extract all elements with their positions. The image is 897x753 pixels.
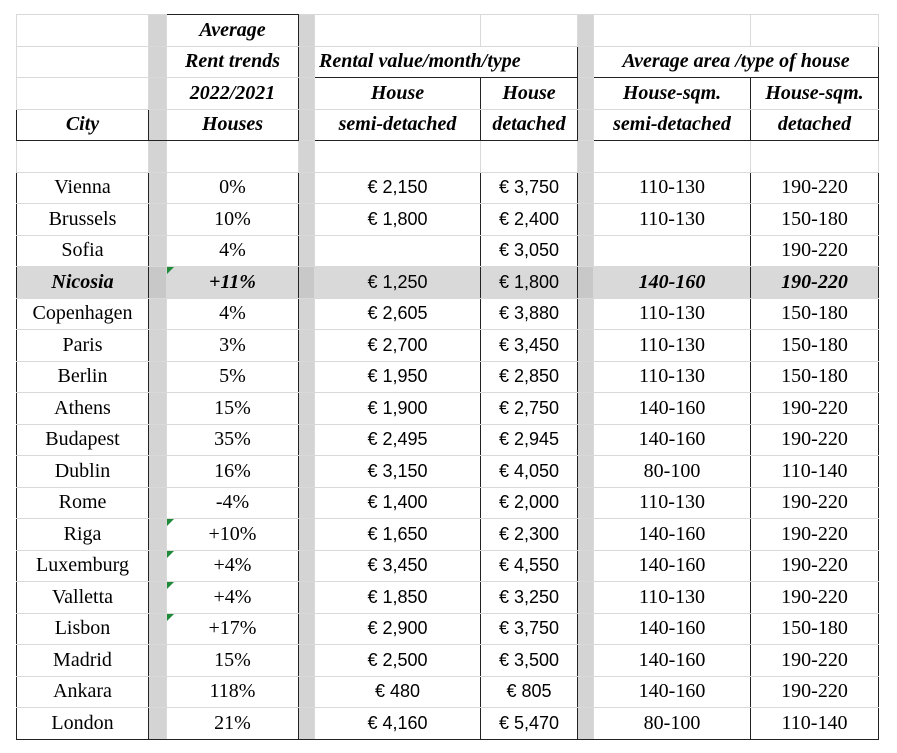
separator-column — [299, 204, 315, 236]
separator-column — [299, 645, 315, 677]
cell-area-semi-detached[interactable]: 110-130 — [594, 330, 751, 362]
cell-area-semi-detached[interactable]: 80-100 — [594, 708, 751, 740]
cell[interactable] — [315, 141, 481, 173]
cell-area-semi-detached[interactable]: 110-130 — [594, 582, 751, 614]
cell-rent-trend[interactable]: +17% — [167, 613, 299, 645]
separator-column — [299, 676, 315, 708]
separator-column — [149, 456, 167, 488]
separator-column — [578, 15, 594, 47]
separator-column — [149, 172, 167, 204]
separator-column — [299, 235, 315, 267]
cell-rent-trend[interactable]: 5% — [167, 361, 299, 393]
table-row — [17, 267, 879, 299]
separator-column — [299, 708, 315, 740]
separator-column — [578, 204, 594, 236]
separator-column — [149, 204, 167, 236]
separator-column — [578, 519, 594, 551]
cell-rent-detached[interactable]: € 5,470 — [481, 708, 578, 740]
cell-rent-semi-detached[interactable]: € 2,150 — [315, 172, 481, 204]
cell-area-detached[interactable]: 190-220 — [751, 393, 879, 425]
cell-rent-trend[interactable]: 0% — [167, 172, 299, 204]
cell-area-semi-detached[interactable]: 80-100 — [594, 456, 751, 488]
cell-area-semi-detached[interactable]: 140-160 — [594, 550, 751, 582]
separator-column — [578, 330, 594, 362]
cell-rent-trend[interactable]: +11% — [167, 267, 299, 299]
house-semi-header[interactable]: House — [315, 78, 481, 110]
separator-column — [149, 582, 167, 614]
cell-rent-detached[interactable]: € 2,000 — [481, 487, 578, 519]
cell-area-detached[interactable]: 110-140 — [751, 708, 879, 740]
average-area-header[interactable]: Average area /type of house — [594, 46, 879, 78]
houses-header[interactable]: Houses — [167, 109, 299, 141]
table-row — [17, 582, 879, 614]
cell-city[interactable]: Nicosia — [17, 267, 149, 299]
cell[interactable] — [315, 15, 481, 47]
separator-column — [578, 613, 594, 645]
cell-area-semi-detached[interactable] — [594, 235, 751, 267]
separator-column — [149, 141, 167, 173]
separator-column — [578, 267, 594, 299]
cell-area-detached[interactable]: 190-220 — [751, 550, 879, 582]
cell-rent-detached[interactable]: € 3,750 — [481, 172, 578, 204]
separator-column — [578, 235, 594, 267]
cell-area-semi-detached[interactable]: 140-160 — [594, 613, 751, 645]
cell-rent-detached[interactable]: € 3,450 — [481, 330, 578, 362]
cell-rent-trend[interactable]: 4% — [167, 235, 299, 267]
cell-area-semi-detached[interactable]: 140-160 — [594, 676, 751, 708]
cell-rent-trend[interactable]: 4% — [167, 298, 299, 330]
cell-area-semi-detached[interactable]: 140-160 — [594, 267, 751, 299]
cell-rent-detached[interactable]: € 2,750 — [481, 393, 578, 425]
cell-area-detached[interactable]: 150-180 — [751, 613, 879, 645]
cell-rent-semi-detached[interactable]: € 4,160 — [315, 708, 481, 740]
separator-column — [578, 109, 594, 141]
cell-rent-semi-detached[interactable]: € 1,650 — [315, 519, 481, 551]
cell-rent-semi-detached[interactable] — [315, 235, 481, 267]
years-header[interactable]: 2022/2021 — [167, 78, 299, 110]
cell-area-detached[interactable]: 190-220 — [751, 582, 879, 614]
city-header[interactable]: City — [17, 109, 149, 141]
table-row — [17, 519, 879, 551]
separator-column — [149, 298, 167, 330]
cell-area-detached[interactable]: 190-220 — [751, 172, 879, 204]
separator-column — [578, 46, 594, 78]
semi-detached-area-header[interactable]: semi-detached — [594, 109, 751, 141]
separator-column — [149, 424, 167, 456]
separator-column — [578, 298, 594, 330]
cell-rent-semi-detached[interactable]: € 3,450 — [315, 550, 481, 582]
cell-rent-detached[interactable]: € 3,750 — [481, 613, 578, 645]
cell-city[interactable]: London — [17, 708, 149, 740]
separator-column — [299, 519, 315, 551]
separator-column — [149, 235, 167, 267]
separator-column — [299, 15, 315, 47]
separator-column — [149, 393, 167, 425]
separator-column — [299, 582, 315, 614]
cell-rent-detached[interactable]: € 2,945 — [481, 424, 578, 456]
separator-column — [578, 456, 594, 488]
cell-area-semi-detached[interactable]: 140-160 — [594, 424, 751, 456]
cell-rent-semi-detached[interactable]: € 2,605 — [315, 298, 481, 330]
separator-column — [149, 15, 167, 47]
cell-rent-detached[interactable]: € 3,500 — [481, 645, 578, 677]
cell-area-detached[interactable]: 190-220 — [751, 267, 879, 299]
separator-column — [299, 550, 315, 582]
cell-area-detached[interactable]: 190-220 — [751, 235, 879, 267]
cell-rent-detached[interactable]: € 4,050 — [481, 456, 578, 488]
cell[interactable] — [594, 15, 751, 47]
cell-city[interactable]: Luxemburg — [17, 550, 149, 582]
average-header[interactable]: Average — [167, 15, 299, 47]
cell-area-detached[interactable]: 190-220 — [751, 676, 879, 708]
separator-column — [578, 393, 594, 425]
cell-rent-detached[interactable]: € 1,800 — [481, 267, 578, 299]
cell-area-semi-detached[interactable]: 110-130 — [594, 298, 751, 330]
separator-column — [299, 109, 315, 141]
cell[interactable] — [751, 141, 879, 173]
cell-area-detached[interactable]: 190-220 — [751, 424, 879, 456]
cell-city[interactable]: Athens — [17, 393, 149, 425]
cell-area-semi-detached[interactable]: 110-130 — [594, 204, 751, 236]
house-detached-header[interactable]: House — [481, 78, 578, 110]
separator-column — [149, 361, 167, 393]
cell-city[interactable]: Berlin — [17, 361, 149, 393]
table-row — [17, 298, 879, 330]
cell-rent-trend[interactable]: 15% — [167, 645, 299, 677]
table-row — [17, 645, 879, 677]
cell-rent-semi-detached[interactable]: € 1,950 — [315, 361, 481, 393]
cell-area-detached[interactable]: 190-220 — [751, 645, 879, 677]
separator-column — [149, 613, 167, 645]
table-row — [17, 361, 879, 393]
cell-city[interactable]: Paris — [17, 330, 149, 362]
cell-rent-trend[interactable]: +4% — [167, 550, 299, 582]
separator-column — [299, 456, 315, 488]
table-row — [17, 393, 879, 425]
cell-rent-trend[interactable]: 15% — [167, 393, 299, 425]
cell-city[interactable]: Lisbon — [17, 613, 149, 645]
cell-city[interactable]: Rome — [17, 487, 149, 519]
rent-table — [16, 14, 879, 740]
cell-area-detached[interactable]: 150-180 — [751, 330, 879, 362]
separator-column — [299, 46, 315, 78]
cell-city[interactable]: Ankara — [17, 676, 149, 708]
cell-rent-semi-detached[interactable]: € 1,800 — [315, 204, 481, 236]
rent-trends-header[interactable]: Rent trends — [167, 46, 299, 78]
cell[interactable] — [481, 141, 578, 173]
table-row — [17, 487, 879, 519]
cell-rent-semi-detached[interactable]: € 2,900 — [315, 613, 481, 645]
separator-column — [299, 393, 315, 425]
cell-area-semi-detached[interactable]: 110-130 — [594, 172, 751, 204]
separator-column — [578, 676, 594, 708]
cell[interactable] — [751, 15, 879, 47]
table-row — [17, 708, 879, 740]
separator-column — [299, 141, 315, 173]
cell-rent-trend[interactable]: 16% — [167, 456, 299, 488]
cell-area-detached[interactable]: 150-180 — [751, 361, 879, 393]
cell-area-semi-detached[interactable]: 140-160 — [594, 645, 751, 677]
separator-column — [149, 487, 167, 519]
separator-column — [578, 141, 594, 173]
cell[interactable] — [17, 141, 149, 173]
cell-city[interactable]: Dublin — [17, 456, 149, 488]
separator-column — [578, 424, 594, 456]
cell-city[interactable]: Brussels — [17, 204, 149, 236]
cell-rent-semi-detached[interactable]: € 2,500 — [315, 645, 481, 677]
cell-rent-trend[interactable]: +4% — [167, 582, 299, 614]
separator-column — [299, 487, 315, 519]
cell-rent-semi-detached[interactable]: € 480 — [315, 676, 481, 708]
cell-area-detached[interactable]: 190-220 — [751, 519, 879, 551]
separator-column — [578, 172, 594, 204]
table-row — [17, 172, 879, 204]
table-row — [17, 456, 879, 488]
cell[interactable] — [17, 46, 149, 78]
cell-rent-semi-detached[interactable]: € 1,900 — [315, 393, 481, 425]
separator-column — [578, 550, 594, 582]
cell[interactable] — [17, 78, 149, 110]
cell-area-semi-detached[interactable]: 140-160 — [594, 519, 751, 551]
cell-rent-semi-detached[interactable]: € 1,850 — [315, 582, 481, 614]
separator-column — [299, 267, 315, 299]
separator-column — [149, 46, 167, 78]
cell-city[interactable]: Riga — [17, 519, 149, 551]
cell-rent-trend[interactable]: 3% — [167, 330, 299, 362]
semi-detached-rent-header[interactable]: semi-detached — [315, 109, 481, 141]
sqm-detached-header[interactable]: House-sqm. — [751, 78, 879, 110]
separator-column — [299, 298, 315, 330]
cell[interactable] — [594, 141, 751, 173]
cell-area-detached[interactable]: 110-140 — [751, 456, 879, 488]
cell-rent-trend[interactable]: 118% — [167, 676, 299, 708]
cell-rent-detached[interactable]: € 2,400 — [481, 204, 578, 236]
cell-rent-semi-detached[interactable]: € 2,700 — [315, 330, 481, 362]
cell-area-semi-detached[interactable]: 140-160 — [594, 393, 751, 425]
cell[interactable] — [481, 15, 578, 47]
cell-city[interactable]: Copenhagen — [17, 298, 149, 330]
cell-rent-detached[interactable]: € 3,050 — [481, 235, 578, 267]
table-row — [17, 330, 879, 362]
cell-rent-detached[interactable]: € 4,550 — [481, 550, 578, 582]
table-row — [17, 204, 879, 236]
sqm-semi-header[interactable]: House-sqm. — [594, 78, 751, 110]
separator-column — [578, 361, 594, 393]
table-row — [17, 676, 879, 708]
separator-column — [299, 424, 315, 456]
cell-rent-detached[interactable]: € 2,300 — [481, 519, 578, 551]
cell-rent-semi-detached[interactable]: € 3,150 — [315, 456, 481, 488]
cell-area-detached[interactable]: 150-180 — [751, 204, 879, 236]
separator-column — [149, 550, 167, 582]
cell-rent-trend[interactable]: 21% — [167, 708, 299, 740]
detached-area-header[interactable]: detached — [751, 109, 879, 141]
separator-column — [299, 361, 315, 393]
cell-city[interactable]: Sofia — [17, 235, 149, 267]
separator-column — [578, 582, 594, 614]
separator-column — [299, 172, 315, 204]
cell-city[interactable]: Vienna — [17, 172, 149, 204]
separator-column — [149, 645, 167, 677]
separator-column — [299, 78, 315, 110]
separator-column — [149, 109, 167, 141]
separator-column — [149, 519, 167, 551]
cell[interactable] — [167, 141, 299, 173]
separator-column — [149, 708, 167, 740]
table-row — [17, 424, 879, 456]
cell-rent-trend[interactable]: 35% — [167, 424, 299, 456]
separator-column — [299, 613, 315, 645]
cell-city[interactable]: Budapest — [17, 424, 149, 456]
detached-rent-header[interactable]: detached — [481, 109, 578, 141]
cell-rent-trend[interactable]: +10% — [167, 519, 299, 551]
separator-column — [578, 645, 594, 677]
separator-column — [578, 78, 594, 110]
cell-rent-trend[interactable]: 10% — [167, 204, 299, 236]
separator-column — [299, 330, 315, 362]
table-row — [17, 235, 879, 267]
separator-column — [149, 676, 167, 708]
cell-rent-detached[interactable]: € 3,880 — [481, 298, 578, 330]
cell-rent-detached[interactable]: € 2,850 — [481, 361, 578, 393]
separator-column — [578, 487, 594, 519]
cell-rent-detached[interactable]: € 3,250 — [481, 582, 578, 614]
rental-value-header[interactable]: Rental value/month/type — [315, 46, 578, 78]
cell-rent-semi-detached[interactable]: € 1,250 — [315, 267, 481, 299]
cell-city[interactable]: Madrid — [17, 645, 149, 677]
table-row — [17, 613, 879, 645]
separator-column — [578, 708, 594, 740]
cell-area-detached[interactable]: 190-220 — [751, 487, 879, 519]
cell-rent-semi-detached[interactable]: € 1,400 — [315, 487, 481, 519]
cell-rent-detached[interactable]: € 805 — [481, 676, 578, 708]
cell-rent-trend[interactable]: -4% — [167, 487, 299, 519]
cell-rent-semi-detached[interactable]: € 2,495 — [315, 424, 481, 456]
cell-area-semi-detached[interactable]: 110-130 — [594, 361, 751, 393]
cell-city[interactable]: Valletta — [17, 582, 149, 614]
separator-column — [149, 330, 167, 362]
cell-area-semi-detached[interactable]: 110-130 — [594, 487, 751, 519]
separator-column — [149, 267, 167, 299]
table-row — [17, 550, 879, 582]
cell[interactable] — [17, 15, 149, 47]
separator-column — [149, 78, 167, 110]
cell-area-detached[interactable]: 150-180 — [751, 298, 879, 330]
